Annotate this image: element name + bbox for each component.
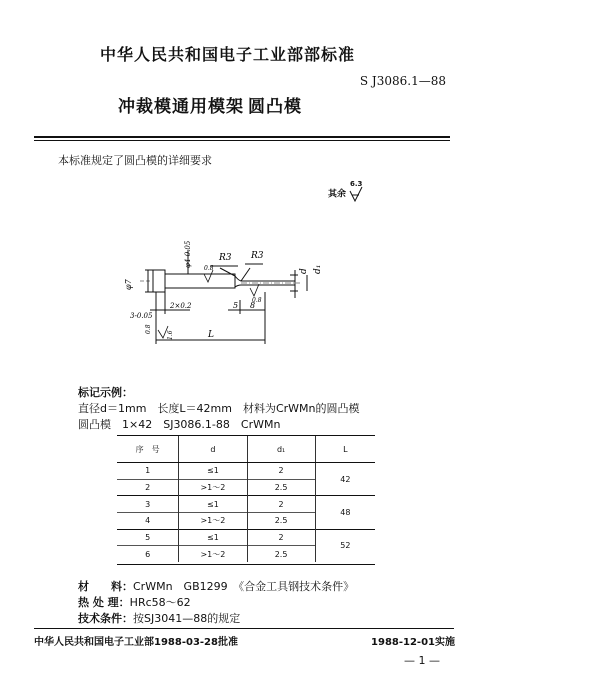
cell-L: 42: [315, 463, 375, 496]
cell-d1: 2.5: [247, 479, 315, 496]
col-header-L: L: [315, 436, 375, 463]
cell-no: 5: [117, 529, 179, 546]
marking-example-line2: 圆凸模 1×42 SJ3086.1-88 CrWMn: [78, 418, 281, 431]
dim-r3-b: R3: [251, 251, 264, 261]
header-rule-top: [34, 136, 450, 138]
heat-treatment-label: 热 处 理：: [78, 596, 130, 609]
dim-chamfer: 2×0.2: [170, 302, 192, 310]
cell-no: 1: [145, 466, 151, 476]
cell-L: 48: [315, 496, 375, 529]
cell-d: >1～2: [179, 513, 247, 530]
technical-conditions-value: 按SJ3041—88的规定: [133, 612, 241, 625]
cell-d1: 2.5: [247, 513, 315, 530]
roughness-note: [328, 180, 363, 202]
cell-d1: 2: [247, 496, 315, 513]
technical-conditions-label: 技术条件：: [78, 612, 133, 625]
col-header-d1: d₁: [247, 436, 315, 463]
cell-d1: 2.5: [247, 546, 315, 562]
roughness-symbol-icon: [349, 186, 363, 202]
document-subtitle: 圆凸模: [248, 97, 302, 117]
col-header-d: d: [179, 436, 247, 463]
standard-code: S J3086.1—88: [359, 74, 446, 88]
table-bottom-rule: [117, 564, 375, 565]
ra-0.8-b: 0.8: [252, 297, 262, 304]
ministry-standard-heading: 中华人民共和国电子工业部部标准: [100, 45, 356, 64]
heat-treatment-line: [78, 594, 191, 610]
table-row: [117, 463, 375, 480]
cell-no: 2: [117, 479, 179, 496]
cell-d: ≤1: [179, 496, 247, 513]
dimension-table: [117, 436, 375, 562]
ra-1.6: 1.6: [167, 330, 174, 340]
dim-phi7: φ7: [124, 279, 133, 290]
dim-phi4: φ4-0.05: [184, 240, 192, 268]
dim-d1: d₁: [313, 264, 323, 274]
material-line: [78, 578, 354, 594]
dim-d: d: [299, 268, 309, 274]
footer-rule: [34, 628, 454, 629]
col-header-no: 序 号: [117, 436, 179, 463]
heat-treatment-value: HRc58～62: [129, 596, 191, 609]
material-value: CrWMn GB1299 《合金工具钢技术条件》: [133, 580, 355, 593]
cell-d1: 2: [247, 463, 315, 480]
roughness-label: 其余: [328, 189, 347, 200]
dim-5: 5: [233, 301, 239, 310]
table-row: [117, 529, 375, 546]
punch-head: [153, 270, 165, 292]
ra-0.8-c: 0.8: [145, 324, 152, 334]
cell-no: 4: [117, 513, 179, 530]
ra-0.8-a: 0.8: [204, 265, 214, 272]
cell-L: 52: [315, 529, 375, 562]
header-rule-bottom: [34, 140, 450, 141]
marking-example-line1: 直径d＝1mm 长度L＝42mm 材料为CrWMn的圆凸模: [78, 402, 360, 415]
document-title: 冲裁模通用模架: [118, 97, 244, 117]
cell-d: >1～2: [179, 546, 247, 562]
cell-d: >1～2: [179, 479, 247, 496]
cell-d: ≤1: [179, 463, 247, 480]
roughness-value: 6.3: [350, 180, 363, 188]
cell-no: 3: [117, 496, 179, 513]
punch-tip: [235, 276, 295, 287]
page-number: — 1 —: [404, 654, 440, 667]
approval-date: 中华人民共和国电子工业部1988-03-28批准: [34, 637, 238, 648]
dim-8: 8: [250, 301, 256, 310]
dim-r3-a: R3: [219, 253, 232, 263]
table-row: [117, 496, 375, 513]
cell-d1: 2: [247, 529, 315, 546]
dim-3: 3-0.05: [130, 312, 153, 320]
marking-example-title: 标记示例：: [78, 386, 133, 399]
cell-d: ≤1: [179, 529, 247, 546]
dim-L: L: [208, 330, 214, 340]
technical-conditions-line: [78, 610, 240, 626]
table-header-row: [117, 436, 375, 463]
punch-technical-drawing: [120, 230, 350, 355]
punch-shank: [165, 274, 235, 288]
material-label: 材 料：: [78, 580, 133, 593]
cell-no: 6: [117, 546, 179, 562]
intro-text: 本标准规定了圆凸模的详细要求: [58, 154, 212, 167]
effective-date: 1988-12-01实施: [371, 637, 455, 648]
